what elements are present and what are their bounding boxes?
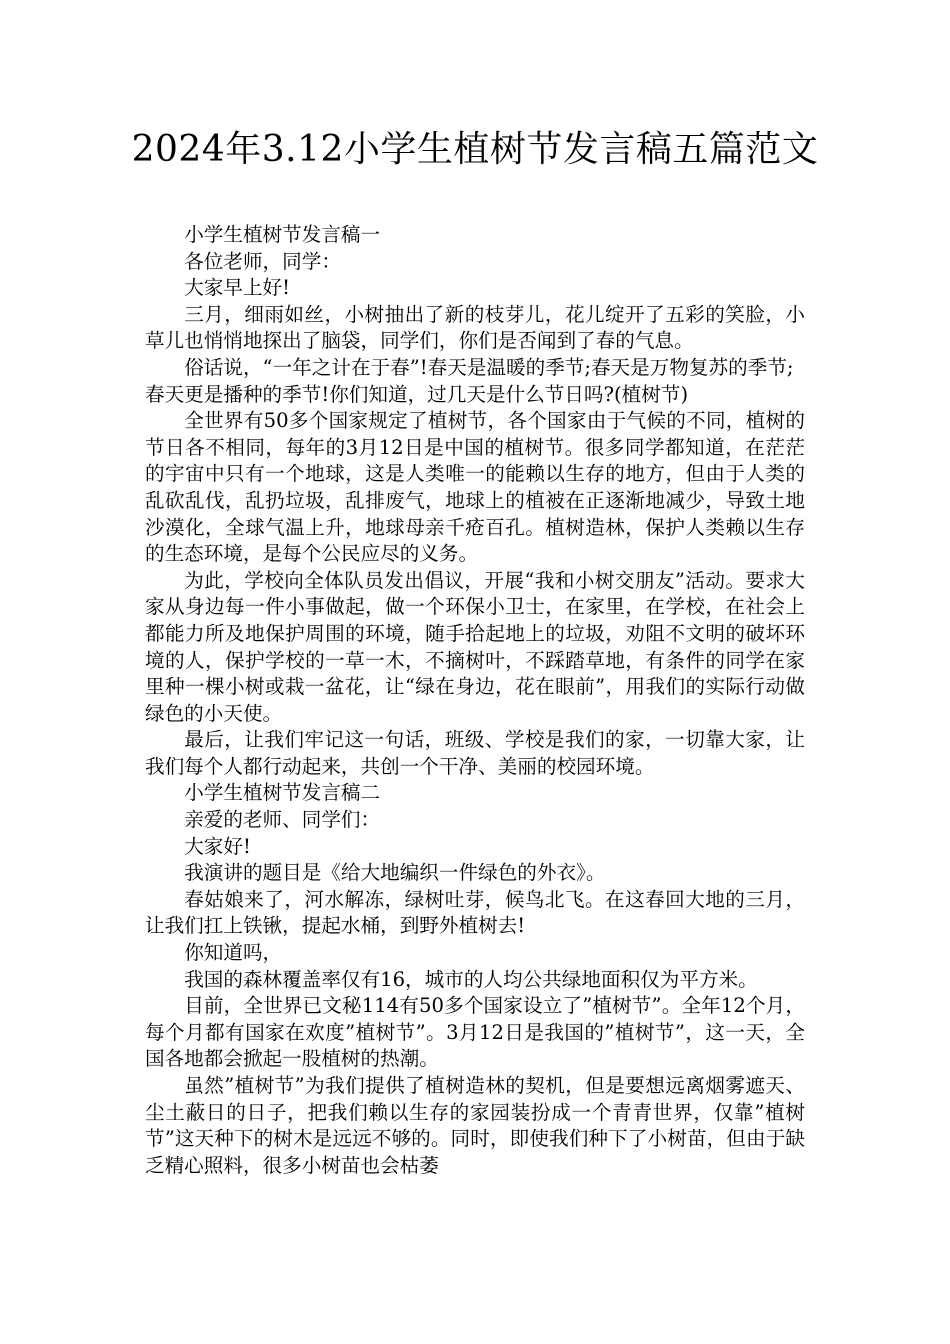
paragraph: 最后，让我们牢记这一句话，班级、学校是我们的家，一切靠大家，让我们每个人都行动起来，共创一个干净、美丽的校园环境。 — [145, 728, 805, 778]
section-heading-1: 小学生植树节发言稿一 — [184, 223, 381, 246]
salutation: 亲爱的老师、同学们： — [184, 808, 381, 832]
paragraph: 为此，学校向全体队员发出倡议，开展“我和小树交朋友”活动。要求大家从身边每一件小事做起，做一个环保小卫士，在家里，在学校，在社会上都能力所及地保护周围的环境，随手拾起地上的垃圾，劝阻不文明的破坏环境的人，保护学校的一草一木，不摘树叶，不踩踏草地，有条件的同学在家里种一棵小树或栽一盆花，让“绿在身边，花在眼前”，用我们的实际行动做绿色的小天使。 — [145, 568, 805, 725]
paragraph: 全世界有50多个国家规定了植树节，各个国家由于气候的不同，植树的节日各不相同，每年的3月12日是中国的植树节。很多同学都知道，在茫茫的宇宙中只有一个地球，这是人类唯一的能赖以生存的地方，但由于人类的乱砍乱伐，乱扔垃圾，乱排废气，地球上的植被在正逐渐地减少，导致土地沙漠化，全球气温上升，地球母亲千疮百孔。植树造林，保护人类赖以生存的生态环境，是每个公民应尽的义务。 — [145, 409, 805, 566]
greeting: 大家好! — [184, 834, 251, 858]
paragraph: 春姑娘来了，河水解冻，绿树吐芽，候鸟北飞。在这春回大地的三月，让我们扛上铁锹，提起水桶，到野外植树去! — [145, 887, 805, 938]
salutation: 各位老师，同学： — [184, 249, 341, 273]
paragraph: 俗话说，“一年之计在于春”!春天是温暖的季节;春天是万物复苏的季节;春天更是播种的季节!你们知道，过几天是什么节日吗?(植树节) — [145, 355, 794, 406]
paragraph: 我国的森林覆盖率仅有16，城市的人均公共绿地面积仅为平方米。 — [184, 967, 758, 991]
paragraph: 虽然”植树节”为我们提供了植树造林的契机，但是要想远离烟雾遮天、尘土蔽日的日子，把我们赖以生存的家园装扮成一个青青世界，仅靠”植树节”这天种下的树木是远远不够的。同时，即使我们种下了小树苗，但由于缺乏精心照料，很多小树苗也会枯萎 — [145, 1074, 805, 1177]
document-body — [145, 222, 805, 1179]
paragraph: 目前，全世界已文秘114有50多个国家设立了”植树节”。全年12个月，每个月都有国家在欢度”植树节”。3月12日是我国的”植树节”，这一天，全国各地都会掀起一股植树的热潮。 — [145, 994, 805, 1071]
greeting: 大家早上好! — [184, 276, 291, 300]
paragraph: 三月，细雨如丝，小树抽出了新的枝芽儿，花儿绽开了五彩的笑脸，小草儿也悄悄地探出了脑袋，同学们，你们是否闻到了春的气息。 — [145, 302, 805, 353]
paragraph: 你知道吗， — [184, 941, 283, 965]
document-title: 2024年3.12小学生植树节发言稿五篇范文 — [131, 129, 819, 170]
section-heading-2: 小学生植树节发言稿二 — [184, 781, 381, 805]
paragraph: 我演讲的题目是《给大地编织一件绿色的外衣》。 — [184, 861, 606, 885]
